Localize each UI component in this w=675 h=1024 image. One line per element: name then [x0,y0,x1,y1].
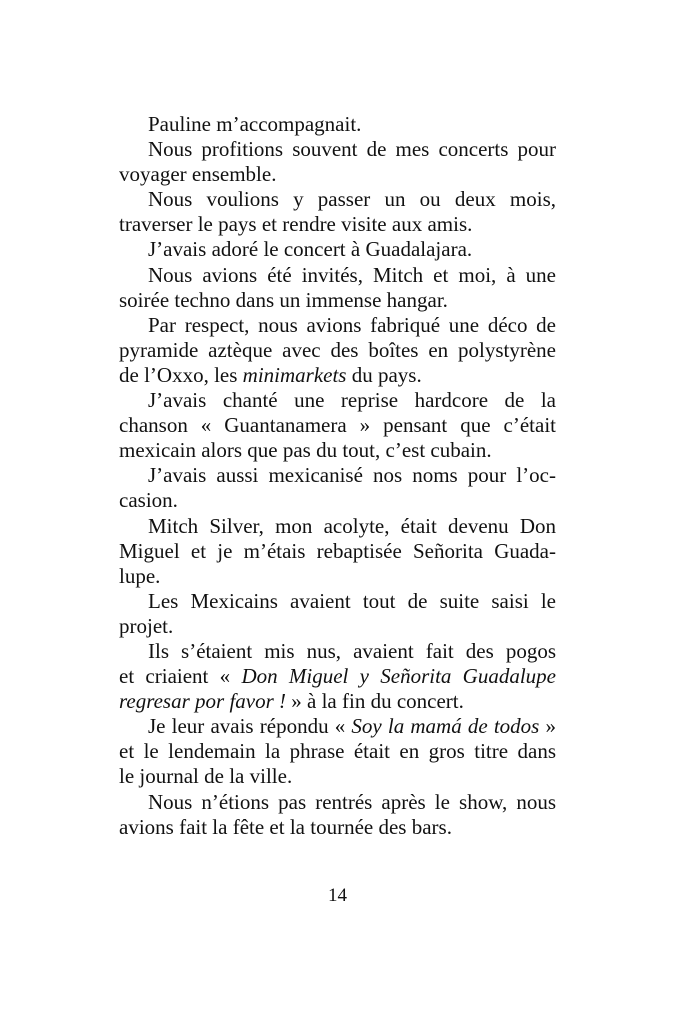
text-line: J’avais adoré le concert à Guadalajara. [148,237,473,262]
text-line: soirée techno dans un immense hangar. [119,287,448,312]
text-line: Nous avions été invités, Mitch et moi, à une [148,262,556,287]
text-line: projet. [119,613,174,638]
text-line: le journal de la ville. [119,764,293,789]
text-line: Nous voulions y passer un ou deux mois, [148,187,556,212]
text-line: de l’Oxxo, les minimarkets du pays. [119,362,422,387]
paragraph [119,112,556,137]
page-number: 14 [328,885,347,906]
text-line: J’avais aussi mexicanisé nos noms pour l’oc- [148,463,556,488]
text-line: mexicain alors que pas du tout, c’est cubain. [119,438,492,463]
text-line: Nous profitions souvent de mes concerts pour [148,137,556,162]
paragraph [119,589,556,639]
paragraph [119,714,556,789]
paragraph [119,639,556,714]
text-line: Les Mexicains avaient tout de suite saisi le [148,588,556,613]
paragraph [119,313,556,388]
text-line: et criaient « Don Miguel y Señorita Guadalupe [119,664,557,689]
text-line: chanson « Guantanamera » pensant que c’était [119,413,556,438]
paragraph [119,463,556,513]
text-line: Miguel et je m’étais rebaptisée Señorita Guada- [119,538,556,563]
text-line: avions fait la fête et la tournée des bars. [119,814,452,839]
text-line: casion. [119,488,178,513]
text-line: regresar por favor ! » à la fin du concert. [119,689,464,714]
text-line: et le lendemain la phrase était en gros titre dans [119,739,556,764]
paragraph [119,514,556,589]
paragraph [119,237,556,262]
paragraph [119,137,556,187]
text-line: J’avais chanté une reprise hardcore de la [148,388,556,413]
text-line: Nous n’étions pas rentrés après le show, nous [148,789,556,814]
text-line: Pauline m’accompagnait. [148,112,362,136]
text-line: Mitch Silver, mon acolyte, était devenu Don [148,513,556,538]
text-line: voyager ensemble. [119,162,277,187]
body-text [119,112,556,840]
text-line: Par respect, nous avions fabriqué une déco de [148,312,556,337]
text-line: lupe. [119,563,161,588]
paragraph [119,790,556,840]
text-line: Je leur avais répondu « Soy la mamá de todos » [148,714,556,739]
text-line: pyramide aztèque avec des boîtes en polystyrène [119,337,556,362]
text-line: traverser le pays et rendre visite aux amis. [119,212,473,237]
text-line: Ils s’étaient mis nus, avaient fait des pogos [148,638,556,663]
paragraph [119,187,556,237]
paragraph [119,263,556,313]
paragraph [119,388,556,463]
